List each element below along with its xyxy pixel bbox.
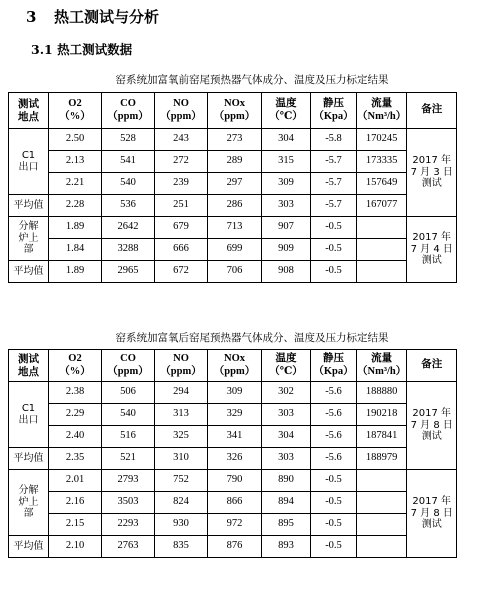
data-cell: 329 [208,404,262,426]
data-cell: -5.7 [311,173,357,195]
average-row [9,448,457,470]
header-text: （℃） [269,110,303,122]
table-caption-before: 窑系统加富氧前窑尾预热器气体成分、温度及压力标定结果 [115,74,389,86]
table-row [9,129,457,151]
header-text: 地点 [18,365,39,378]
data-cell: 243 [155,129,208,151]
header-text: NOx [224,98,245,110]
data-cell: 540 [102,173,155,195]
header-text: 测试 [18,98,39,111]
header-row [9,93,457,129]
note-text: 2017 年 [412,155,452,167]
location-cell [9,217,49,261]
table-row [9,151,457,173]
data-cell: 506 [102,382,155,404]
note-text: 2017 年 [412,232,452,244]
data-cell: -5.6 [311,404,357,426]
header-text: （ppm） [213,365,256,377]
column-header [9,93,49,129]
header-text: 备注 [421,104,443,116]
data-cell: 516 [102,426,155,448]
average-cell: 326 [208,448,262,470]
column-header [311,93,357,129]
data-cell: -5.6 [311,426,357,448]
note-cell [407,470,457,558]
average-cell: -0.5 [311,536,357,558]
data-cell: 304 [262,129,311,151]
average-cell: 251 [155,195,208,217]
data-cell: 895 [262,514,311,536]
column-header [357,350,407,382]
note-text: 7 月 4 日 [410,243,453,255]
data-cell: 303 [262,404,311,426]
data-cell: 2.21 [49,173,102,195]
data-cell: -5.6 [311,382,357,404]
note-cell [407,382,457,470]
data-cell: 540 [102,404,155,426]
header-text: （Nm³/h） [357,365,407,377]
average-row [9,195,457,217]
header-text: （ppm） [107,365,149,377]
average-cell: 286 [208,195,262,217]
table-caption-after: 窑系统加富氧后窑尾预热器气体成分、温度及压力标定结果 [115,332,389,344]
note-text: 7 月 8 日 [410,507,453,519]
average-cell: 672 [155,261,208,283]
column-header [49,93,102,129]
data-cell: 2.29 [49,404,102,426]
note-cell [407,217,457,283]
location-text: C1 [21,403,36,414]
data-cell: 890 [262,470,311,492]
data-table-before [8,92,457,283]
data-cell: 894 [262,492,311,514]
data-cell: -0.5 [311,514,357,536]
data-cell: 3503 [102,492,155,514]
table-row [9,470,457,492]
data-cell: 2.40 [49,426,102,448]
table-row [9,514,457,536]
data-cell: 699 [208,239,262,261]
average-cell: 706 [208,261,262,283]
column-header [357,93,407,129]
data-cell [357,470,407,492]
header-text: （ppm） [107,110,149,122]
average-cell: 893 [262,536,311,558]
table-row [9,492,457,514]
data-cell: 309 [262,173,311,195]
data-cell: 157649 [357,173,407,195]
location-cell [9,382,49,448]
location-text: 分解 [18,485,39,497]
header-text: （%） [59,110,91,122]
header-text: 流量 [371,98,393,110]
note-text: 2017 年 [412,408,452,420]
average-cell [357,536,407,558]
average-label: 平均值 [9,448,49,470]
column-header [102,93,155,129]
average-cell: 876 [208,536,262,558]
data-cell: -0.5 [311,470,357,492]
header-text: （Kpa） [313,110,354,122]
data-cell: -0.5 [311,217,357,239]
section-title: 热工测试与分析 [54,8,160,26]
header-text: （ppm） [213,110,256,122]
data-cell: -0.5 [311,239,357,261]
data-table-after [8,349,457,558]
table-row [9,217,457,239]
location-text: C1 [21,150,36,161]
data-cell [357,217,407,239]
header-text: CO [120,98,136,110]
column-header [262,93,311,129]
average-cell: 303 [262,448,311,470]
data-cell: 907 [262,217,311,239]
data-cell: 170245 [357,129,407,151]
data-cell: 273 [208,129,262,151]
location-text: 分解 [18,221,39,233]
data-cell: 325 [155,426,208,448]
average-cell: 2965 [102,261,155,283]
data-cell: 972 [208,514,262,536]
column-header [9,350,49,382]
data-cell: 2.01 [49,470,102,492]
header-text: 备注 [421,359,443,371]
column-header [311,350,357,382]
data-cell: 190218 [357,404,407,426]
data-cell: 341 [208,426,262,448]
location-text: 出口 [18,161,39,173]
note-text: 测试 [421,519,442,531]
section-number: 3 [26,8,37,26]
note-text: 测试 [421,255,442,267]
average-label: 平均值 [9,195,49,217]
average-cell: 2.35 [49,448,102,470]
note-text: 7 月 8 日 [410,419,453,431]
header-text: NO [173,98,189,110]
average-cell: 1.89 [49,261,102,283]
data-cell: 187841 [357,426,407,448]
location-text: 出口 [18,414,39,426]
data-cell: 790 [208,470,262,492]
average-cell: 2763 [102,536,155,558]
header-text: 地点 [18,110,39,123]
header-text: （ppm） [160,110,202,122]
data-cell: 272 [155,151,208,173]
average-row [9,261,457,283]
data-cell: 2293 [102,514,155,536]
data-cell: 309 [208,382,262,404]
data-cell: 824 [155,492,208,514]
data-cell: 315 [262,151,311,173]
column-header [262,350,311,382]
column-header [208,93,262,129]
average-label: 平均值 [9,261,49,283]
data-cell [357,514,407,536]
data-cell: 2.16 [49,492,102,514]
data-cell: 188880 [357,382,407,404]
average-cell: 2.10 [49,536,102,558]
data-cell: -5.7 [311,151,357,173]
data-cell: 294 [155,382,208,404]
average-cell: 521 [102,448,155,470]
average-cell: 908 [262,261,311,283]
data-cell: 2.13 [49,151,102,173]
data-cell: 2.50 [49,129,102,151]
data-cell: 713 [208,217,262,239]
data-cell: 3288 [102,239,155,261]
average-cell: -5.6 [311,448,357,470]
average-cell [357,261,407,283]
data-cell: 752 [155,470,208,492]
data-cell [357,239,407,261]
header-row [9,350,457,382]
data-cell: 2793 [102,470,155,492]
data-cell: 297 [208,173,262,195]
average-cell: 835 [155,536,208,558]
location-text: 部 [23,508,34,520]
column-header [155,350,208,382]
column-header [208,350,262,382]
column-header [155,93,208,129]
data-cell: 866 [208,492,262,514]
header-text: 静压 [323,98,344,110]
average-label: 平均值 [9,536,49,558]
location-cell [9,129,49,195]
data-cell: 679 [155,217,208,239]
column-header [407,93,457,129]
note-text: 7 月 3 日 [410,166,453,178]
average-cell: 167077 [357,195,407,217]
table-row [9,239,457,261]
note-text: 测试 [421,178,442,190]
data-cell: 313 [155,404,208,426]
header-text: 测试 [18,353,39,366]
header-text: 静压 [323,353,344,365]
data-cell: 1.84 [49,239,102,261]
data-cell: 173335 [357,151,407,173]
subsection-heading: 3.1 热工测试数据 [31,42,133,57]
data-cell: 239 [155,173,208,195]
data-cell: 304 [262,426,311,448]
data-cell: 528 [102,129,155,151]
data-cell: -5.8 [311,129,357,151]
header-text: 流量 [371,353,393,365]
note-text: 测试 [421,431,442,443]
header-text: （℃） [269,365,303,377]
section-heading [26,6,159,27]
average-cell: 2.28 [49,195,102,217]
header-text: （%） [59,365,91,377]
average-cell: 188979 [357,448,407,470]
location-cell [9,470,49,536]
data-cell: 930 [155,514,208,536]
data-cell: 302 [262,382,311,404]
header-text: CO [120,353,136,365]
note-text: 2017 年 [412,496,452,508]
column-header [407,350,457,382]
header-text: NOx [224,353,245,365]
data-cell: 289 [208,151,262,173]
average-cell: -5.7 [311,195,357,217]
data-cell: 909 [262,239,311,261]
header-text: NO [173,353,189,365]
data-cell: 2.15 [49,514,102,536]
header-text: O2 [68,353,82,365]
average-row [9,536,457,558]
data-cell: -0.5 [311,492,357,514]
table-row [9,426,457,448]
column-header [102,350,155,382]
data-cell [357,492,407,514]
location-text: 部 [23,244,34,256]
header-text: （Nm³/h） [357,110,407,122]
data-cell: 2.38 [49,382,102,404]
location-text: 炉上 [18,496,39,508]
average-cell: -0.5 [311,261,357,283]
data-cell: 1.89 [49,217,102,239]
average-cell: 536 [102,195,155,217]
table-row [9,404,457,426]
table-row [9,382,457,404]
data-cell: 541 [102,151,155,173]
average-cell: 303 [262,195,311,217]
header-text: （Kpa） [313,365,354,377]
table-row [9,173,457,195]
header-text: （ppm） [160,365,202,377]
column-header [49,350,102,382]
note-cell [407,129,457,217]
data-cell: 2642 [102,217,155,239]
header-text: O2 [68,98,82,110]
header-text: 温度 [275,98,297,110]
average-cell: 310 [155,448,208,470]
location-text: 炉上 [18,232,39,244]
data-cell: 666 [155,239,208,261]
header-text: 温度 [275,353,297,365]
